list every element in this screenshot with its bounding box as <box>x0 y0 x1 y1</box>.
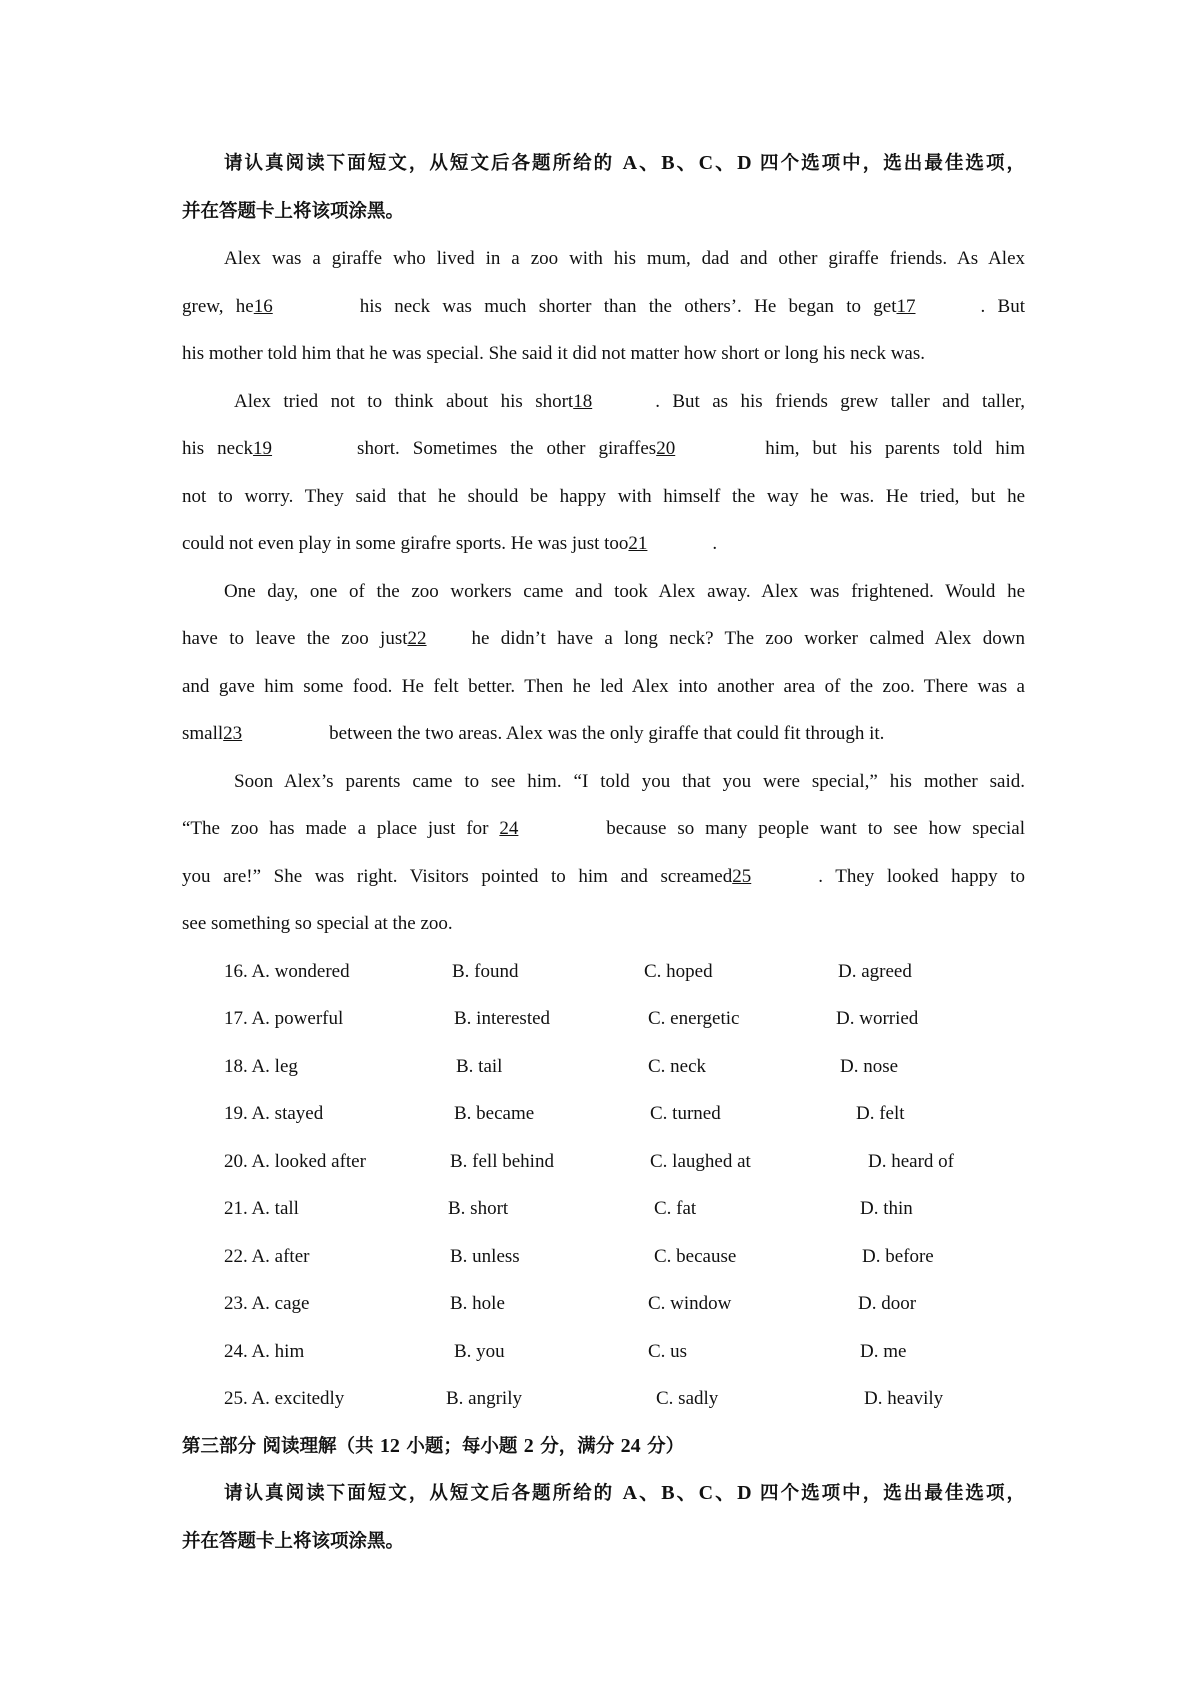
passage-line <box>182 710 1025 758</box>
passage-line <box>182 805 1025 853</box>
passage-text: his neck was much shorter than the others’. He began to get <box>359 295 897 317</box>
section-title-text: 小题；每小题 <box>399 1435 524 1457</box>
option-c[interactable]: C. window <box>648 1293 732 1314</box>
option-a[interactable]: 22. A. after <box>224 1245 310 1267</box>
section-title-text: 分） <box>640 1435 685 1457</box>
option-a[interactable]: 17. A. powerful <box>224 1008 344 1029</box>
passage-line <box>182 853 1025 901</box>
option-b[interactable]: B. interested <box>454 1008 551 1029</box>
question-19 <box>182 1090 1025 1138</box>
option-b[interactable]: B. tail <box>456 1055 503 1077</box>
option-a[interactable]: 21. A. tall <box>224 1198 299 1219</box>
passage-text: see something so special at the zoo. <box>182 913 453 934</box>
blank-25[interactable]: 25 <box>732 865 752 887</box>
option-d[interactable]: D. thin <box>860 1198 913 1219</box>
question-17 <box>182 995 1025 1043</box>
option-d[interactable]: D. me <box>860 1340 907 1362</box>
blank-18[interactable]: 18 <box>573 390 593 412</box>
passage-text: . <box>712 533 718 554</box>
passage-line <box>182 330 1025 378</box>
question-23 <box>182 1280 1025 1328</box>
passage-text: his neck <box>182 438 254 459</box>
passage-line <box>182 615 1025 663</box>
blank-22[interactable]: 22 <box>407 628 427 649</box>
section-title-text: 分，满分 <box>533 1435 621 1457</box>
option-b[interactable]: B. you <box>454 1340 505 1362</box>
passage-line <box>182 473 1025 521</box>
passage-text: he didn’t have a long neck? The zoo worker calmed Alex down <box>471 628 1025 649</box>
passage-line <box>182 663 1025 711</box>
question-22 <box>182 1233 1025 1281</box>
passage-line <box>182 425 1025 473</box>
option-a[interactable]: 24. A. him <box>224 1340 305 1362</box>
passage-line <box>182 900 1025 948</box>
passage-text: . But <box>980 295 1025 317</box>
reading-instructions-line1 <box>182 1470 1025 1518</box>
passage-line <box>182 520 1025 568</box>
question-25 <box>182 1375 1025 1423</box>
option-d[interactable]: D. heavily <box>864 1388 944 1409</box>
option-c[interactable]: C. neck <box>648 1055 707 1077</box>
reading-instructions-line2 <box>182 1518 1025 1566</box>
option-b[interactable]: B. short <box>448 1198 509 1219</box>
passage-line <box>182 758 1025 806</box>
option-c[interactable]: C. hoped <box>644 960 713 982</box>
passage-text: . But as his friends grew taller and taller, <box>655 390 1025 412</box>
passage-text: small <box>182 723 224 744</box>
option-a[interactable]: 25. A. excitedly <box>224 1388 345 1409</box>
passage-text: could not even play in some girafre sports. He was just too <box>182 533 629 554</box>
passage-text: because so many people want to see how special <box>595 818 1025 839</box>
section-title-number: 24 <box>620 1434 641 1457</box>
option-b[interactable]: B. hole <box>450 1293 505 1314</box>
option-c[interactable]: C. us <box>648 1340 688 1362</box>
blank-16[interactable]: 16 <box>253 295 273 317</box>
option-d[interactable]: D. door <box>858 1293 917 1314</box>
option-c[interactable]: C. because <box>654 1245 737 1267</box>
option-c[interactable]: C. laughed at <box>650 1150 751 1172</box>
option-a[interactable]: 20. A. looked after <box>224 1150 366 1172</box>
cloze-instructions-line2 <box>182 188 1025 236</box>
instruction-options-text: A、B、C、D <box>622 1482 752 1504</box>
passage-text: Soon Alex’s parents came to see him. “I told you that you were special,” his mother said. <box>234 770 1025 792</box>
instruction-text: 并在答题卡上将该项涂黑。 <box>182 200 405 222</box>
option-d[interactable]: D. heard of <box>868 1150 954 1172</box>
exam-page <box>182 140 1025 1565</box>
passage-text: One day, one of the zoo workers came and took Alex away. Alex was frightened. Would he <box>224 580 1025 602</box>
passage-text: you are!” She was right. Visitors pointed to him and screamed <box>182 865 733 887</box>
option-d[interactable]: D. agreed <box>838 960 912 982</box>
passage-line <box>182 568 1025 616</box>
question-20 <box>182 1138 1025 1186</box>
passage-text: grew, he <box>182 295 254 317</box>
instruction-text: 四个选项中，选出最佳选项， <box>751 1483 1025 1504</box>
option-b[interactable]: B. angrily <box>446 1388 522 1409</box>
option-c[interactable]: C. sadly <box>656 1388 719 1409</box>
instruction-text: 四个选项中，选出最佳选项， <box>751 153 1025 174</box>
question-21 <box>182 1185 1025 1233</box>
instruction-text: 请认真阅读下面短文，从短文后各题所给的 <box>224 153 623 174</box>
passage-line <box>182 283 1025 331</box>
blank-19[interactable]: 19 <box>253 438 273 459</box>
passage-text: “The zoo has made a place just for <box>182 818 500 839</box>
passage-text: Alex was a giraffe who lived in a zoo with his mum, dad and other giraffe friends. As Alex <box>224 248 1025 269</box>
passage-text: not to worry. They said that he should be happy with himself the way he was. He tried, but he <box>182 485 1025 507</box>
instruction-text: 并在答题卡上将该项涂黑。 <box>182 1530 405 1552</box>
option-c[interactable]: C. energetic <box>648 1008 740 1029</box>
option-b[interactable]: B. unless <box>450 1245 520 1267</box>
option-d[interactable]: D. nose <box>840 1055 899 1077</box>
question-options <box>182 948 1025 1423</box>
question-16 <box>182 948 1025 996</box>
option-a[interactable]: 16. A. wondered <box>224 960 350 982</box>
option-a[interactable]: 18. A. leg <box>224 1055 298 1077</box>
section-title-number: 2 <box>523 1434 534 1457</box>
section-title-text: 第三部分 阅读理解（共 <box>182 1435 380 1457</box>
option-a[interactable]: 23. A. cage <box>224 1293 310 1314</box>
option-c[interactable]: C. turned <box>650 1103 721 1124</box>
passage-text: short. Sometimes the other giraffes <box>357 438 657 459</box>
passage-text: . They looked happy to <box>818 865 1025 887</box>
section-3-title <box>182 1423 1025 1471</box>
question-18 <box>182 1043 1025 1091</box>
blank-21[interactable]: 21 <box>628 533 648 554</box>
passage-text: and gave him some food. He felt better. Then he led Alex into another area of the zoo. There was a <box>182 675 1025 697</box>
passage-text: have to leave the zoo just <box>182 628 408 649</box>
passage-text: Alex tried not to think about his short <box>234 390 574 412</box>
passage-line <box>182 235 1025 283</box>
blank-20[interactable]: 20 <box>656 438 676 459</box>
cloze-instructions-line1 <box>182 140 1025 188</box>
option-d[interactable]: D. before <box>862 1245 934 1267</box>
blank-24[interactable]: 24 <box>499 818 519 839</box>
option-a[interactable]: 19. A. stayed <box>224 1103 324 1124</box>
option-b[interactable]: B. found <box>452 960 519 982</box>
blank-23[interactable]: 23 <box>223 723 243 744</box>
section-title-number: 12 <box>379 1434 400 1457</box>
passage-line <box>182 378 1025 426</box>
blank-17[interactable]: 17 <box>896 295 916 317</box>
option-d[interactable]: D. worried <box>836 1008 919 1029</box>
option-c[interactable]: C. fat <box>654 1198 697 1219</box>
question-24 <box>182 1328 1025 1376</box>
instruction-text: 请认真阅读下面短文，从短文后各题所给的 <box>224 1483 623 1504</box>
option-d[interactable]: D. felt <box>856 1103 905 1124</box>
option-b[interactable]: B. fell behind <box>450 1150 554 1172</box>
instruction-options-text: A、B、C、D <box>622 152 752 174</box>
passage-text: his mother told him that he was special. She said it did not matter how short or long his neck was. <box>182 343 925 364</box>
option-b[interactable]: B. became <box>454 1103 535 1124</box>
passage-text: him, but his parents told him <box>752 438 1025 459</box>
passage-text: between the two areas. Alex was the only giraffe that could fit through it. <box>329 723 885 744</box>
